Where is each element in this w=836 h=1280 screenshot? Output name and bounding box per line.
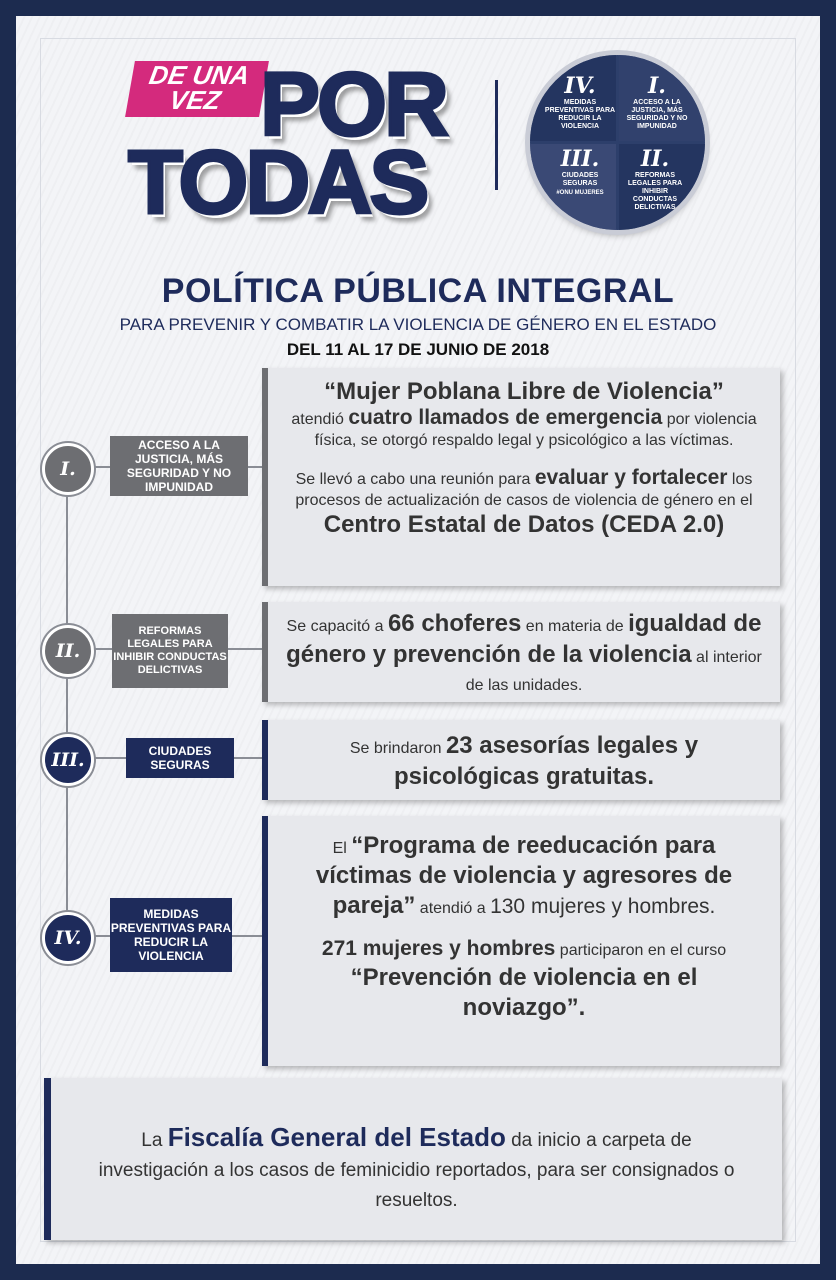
emblem-text: REFORMAS LEGALES PARA INHIBIR CONDUCTAS DELICTIVAS	[627, 172, 683, 211]
connector	[232, 935, 264, 937]
card-section-iii	[262, 720, 780, 800]
text: La	[141, 1130, 168, 1151]
emblem-quadrant-i	[619, 55, 705, 141]
highlight: 66 choferes	[387, 610, 522, 637]
logo-todas: TODAS	[128, 133, 427, 233]
section-label-i: ACCESO A LA JUSTICIA, MÁS SEGURIDAD Y NO IMPUNIDAD	[110, 436, 248, 496]
card-section-iv	[262, 816, 780, 1066]
text: Se llevó a cabo una reunión para	[295, 471, 535, 488]
text: Se brindaron	[349, 740, 446, 757]
emblem-quadrant-iii	[530, 144, 616, 230]
card-section-i	[262, 368, 780, 586]
text: por violencia física, se otorgó respaldo legal y psicológico a las víctimas.	[314, 411, 757, 449]
connector	[90, 757, 126, 759]
highlight: 23 asesorías legales y psicológicas gratuitas.	[393, 732, 699, 790]
emblem-roman: I.	[648, 73, 666, 99]
date-range: DEL 11 AL 17 DE JUNIO DE 2018	[286, 340, 550, 359]
axes-emblem	[530, 55, 705, 230]
program-name: “Mujer Poblana Libre de Violencia”	[324, 378, 724, 405]
emblem-roman: IV.	[564, 73, 596, 99]
card-section-ii	[262, 602, 780, 702]
highlight: “Prevención de violencia en el noviazgo”.	[350, 964, 698, 1021]
section-number-ii: II.	[42, 625, 94, 677]
logo-por: POR	[260, 55, 447, 155]
highlight: 271 mujeres y hombres	[321, 937, 556, 960]
agency-name: Fiscalía General del Estado	[167, 1122, 506, 1152]
highlight: “Programa de reeducación para víctimas de violencia y agresores de pareja”	[315, 832, 733, 919]
timeline-line	[66, 470, 68, 940]
emblem-brand: #ONU MUJERES	[556, 190, 604, 196]
text: El	[332, 840, 352, 857]
emblem-quadrant-iv	[530, 55, 616, 141]
connector	[234, 757, 264, 759]
card-paragraph-2	[282, 465, 766, 538]
logo-tag	[125, 61, 269, 117]
emblem-text: ACCESO A LA JUSTICIA, MÁS SEGURIDAD Y NO IMPUNIDAD	[626, 99, 688, 130]
text: atendió a	[415, 900, 491, 917]
highlight: 130 mujeres y hombres.	[490, 895, 716, 918]
emblem-quadrant-ii	[619, 144, 705, 230]
emblem-roman: III.	[560, 146, 600, 172]
emblem-roman: II.	[640, 146, 670, 172]
text: participaron en el curso	[555, 942, 727, 959]
highlight: cuatro llamados de emergencia	[348, 406, 663, 429]
section-number-iii: III.	[42, 734, 94, 786]
text: al interior de las unidades.	[465, 649, 762, 694]
section-label-iv: MEDIDAS PREVENTIVAS PARA REDUCIR LA VIOLENCIA	[110, 898, 232, 972]
footer-note	[44, 1078, 782, 1240]
highlight: evaluar y fortalecer	[534, 466, 728, 489]
card-paragraph	[282, 610, 766, 700]
emblem-text: MEDIDAS PREVENTIVAS PARA REDUCIR LA VIOLENCIA	[544, 99, 616, 130]
logo-divider	[495, 80, 498, 190]
section-number-iv: IV.	[42, 912, 94, 964]
emblem-text: CIUDADES SEGURAS	[561, 172, 599, 187]
text: da inicio a carpeta de investigación a los casos de feminicidio reportados, para ser consignados o resueltos.	[98, 1130, 735, 1211]
card-paragraph	[308, 732, 740, 794]
page-subtitle: PARA PREVENIR Y COMBATIR LA VIOLENCIA DE GÉNERO EN EL ESTADO	[119, 315, 717, 334]
text: atendió	[291, 411, 349, 428]
page-title: POLÍTICA PÚBLICA INTEGRAL	[161, 272, 675, 310]
card-paragraph-2	[298, 936, 750, 1024]
text: Se capacitó a	[286, 618, 388, 635]
logo-line1: DE UNA	[146, 60, 252, 90]
section-label-iii: CIUDADES SEGURAS	[126, 738, 234, 778]
section-number-i: I.	[42, 443, 94, 495]
section-label-ii: REFORMAS LEGALES PARA INHIBIR CONDUCTAS DELICTIVAS	[112, 614, 228, 688]
text: los procesos de actualización de casos de violencia de género en el	[295, 471, 753, 509]
card-paragraph-1	[282, 405, 766, 451]
card-paragraph-1	[298, 832, 750, 922]
connector	[228, 648, 264, 650]
text: en materia de	[521, 618, 629, 635]
highlight: igualdad de género y prevención de la violencia	[286, 610, 762, 668]
logo-line2: VEZ	[167, 85, 223, 115]
highlight: Centro Estatal de Datos (CEDA 2.0)	[323, 511, 725, 538]
campaign-logo	[120, 55, 480, 233]
